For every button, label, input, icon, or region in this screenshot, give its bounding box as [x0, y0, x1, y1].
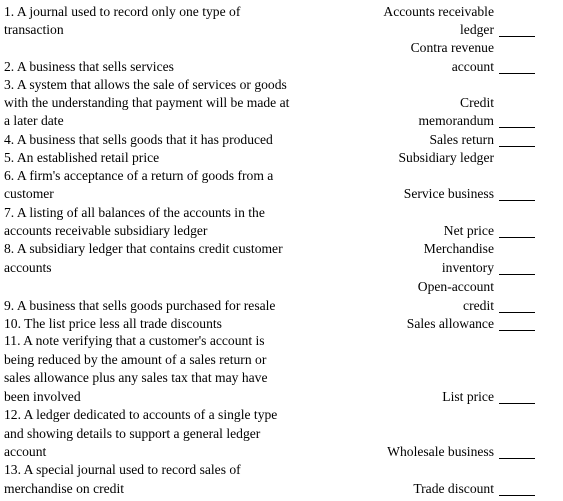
definition-line: 4. A business that sells goods that it has produced: [4, 132, 273, 147]
term-line: Service business: [403, 186, 494, 201]
definition-line: 6. A firm's acceptance of a return of goods from a: [4, 168, 274, 183]
definition-line: account: [4, 444, 47, 459]
term-line: Wholesale business: [387, 444, 494, 459]
answer-blank[interactable]: [499, 73, 535, 74]
answer-blank[interactable]: [499, 146, 535, 147]
term-line: Merchandise: [423, 241, 494, 256]
definition-line: 8. A subsidiary ledger that contains credit customer: [4, 241, 283, 256]
definition-line: with the understanding that payment will be made at: [4, 95, 290, 110]
term-line: Open-account: [417, 279, 494, 294]
definition-line: a later date: [4, 113, 64, 128]
answer-blank[interactable]: [499, 200, 535, 201]
term-line: Credit: [460, 95, 494, 110]
answer-blank[interactable]: [499, 495, 535, 496]
definition-line: 12. A ledger dedicated to accounts of a single type: [4, 407, 278, 422]
answer-blank[interactable]: [499, 312, 535, 313]
definition-line: 5. An established retail price: [4, 150, 160, 165]
definition-line: 10. The list price less all trade discounts: [4, 316, 222, 331]
term-line: Subsidiary ledger: [398, 150, 494, 165]
term-line: Contra revenue: [410, 40, 494, 55]
definition-line: 7. A listing of all balances of the accounts in the: [4, 205, 265, 220]
answer-blank[interactable]: [499, 237, 535, 238]
term-line: Accounts receivable: [383, 4, 494, 19]
definition-line: and showing details to support a general ledger: [4, 426, 261, 441]
term-line: ledger: [460, 22, 494, 37]
term-line: List price: [442, 389, 494, 404]
definition-line: accounts receivable subsidiary ledger: [4, 223, 208, 238]
definition-line: 1. A journal used to record only one type of: [4, 4, 241, 19]
definition-line: 9. A business that sells goods purchased for resale: [4, 298, 276, 313]
definition-line: merchandise on credit: [4, 481, 125, 496]
term-line: inventory: [441, 260, 494, 275]
answer-blank[interactable]: [499, 36, 535, 37]
definition-line: 11. A note verifying that a customer's account is: [4, 333, 265, 348]
definition-line: transaction: [4, 22, 64, 37]
definition-line: sales allowance plus any sales tax that may have: [4, 370, 268, 385]
definition-line: 13. A special journal used to record sales of: [4, 462, 241, 477]
definition-line: 3. A system that allows the sale of services or goods: [4, 77, 287, 92]
answer-blank[interactable]: [499, 458, 535, 459]
answer-blank[interactable]: [499, 403, 535, 404]
answer-blank[interactable]: [499, 127, 535, 128]
term-line: Net price: [443, 223, 494, 238]
definition-line: customer: [4, 186, 54, 201]
definition-line: 2. A business that sells services: [4, 59, 174, 74]
term-line: memorandum: [418, 113, 494, 128]
term-line: credit: [463, 298, 494, 313]
answer-blank[interactable]: [499, 274, 535, 275]
term-line: account: [451, 59, 494, 74]
term-line: Sales allowance: [406, 316, 494, 331]
definition-line: being reduced by the amount of a sales return or: [4, 352, 267, 367]
definition-line: been involved: [4, 389, 81, 404]
term-line: Trade discount: [413, 481, 494, 496]
answer-blank[interactable]: [499, 330, 535, 331]
term-line: Sales return: [429, 132, 494, 147]
definition-line: accounts: [4, 260, 52, 275]
